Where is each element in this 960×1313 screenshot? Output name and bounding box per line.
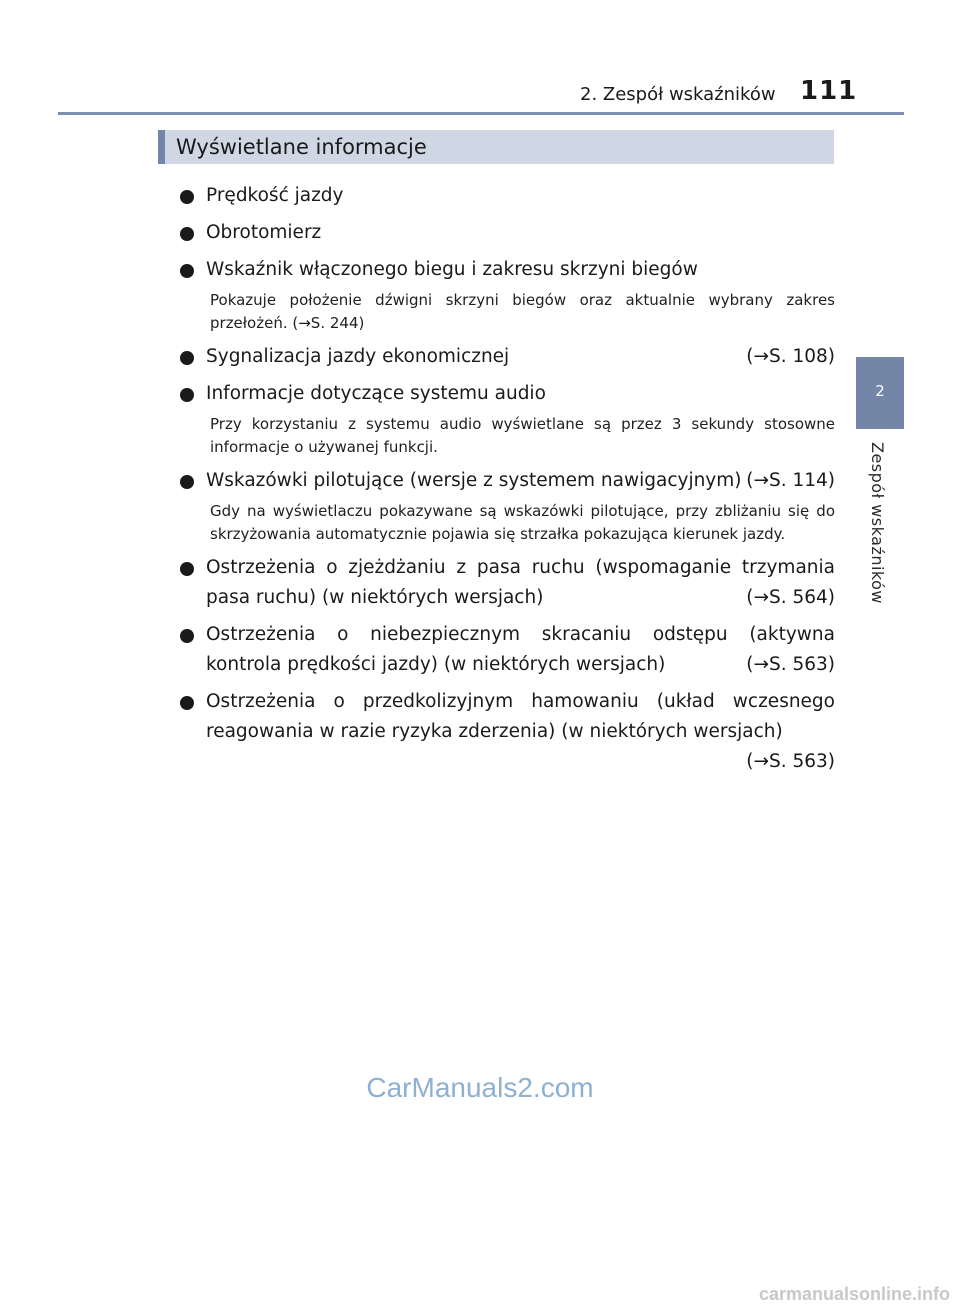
header-rule [58, 112, 904, 115]
bullet-icon [180, 388, 194, 402]
bullet-icon [180, 629, 194, 643]
section-title: Wyświetlane informacje [176, 135, 427, 159]
footer-watermark: carmanualsonline.info [758, 1284, 950, 1304]
list-item-precollision-warning [180, 687, 835, 772]
watermark: CarManuals2.com [366, 1072, 594, 1103]
page-number: 111 [800, 76, 858, 106]
list-item-text: Ostrzeżenia o przedkolizyjnym hamowaniu (układ wczesnego reagowania w razie ryzyka zderzenia) (w niektórych wersjach) [206, 691, 835, 742]
note-audio-info: Przy korzystaniu z systemu audio wyświetlane są przez 3 sekundy stosowne informacje o używanej funkcji. [210, 415, 835, 456]
note-gear-indicator: Pokazuje położenie dźwigni skrzyni biegów oraz aktualnie wybrany zakres przełożeń. (→S. 244) [210, 291, 835, 332]
list-item-text: Prędkość jazdy [206, 185, 344, 206]
page-reference: (→S. 114) [746, 470, 835, 491]
chapter-tab-label: Zespół wskaźników [868, 442, 887, 604]
page-reference: (→S. 563) [746, 751, 835, 772]
bullet-icon [180, 696, 194, 710]
header-chapter-title: 2. Zespół wskaźników [580, 84, 776, 105]
bullet-icon [180, 562, 194, 576]
info-list [180, 174, 835, 777]
bullet-icon [180, 190, 194, 204]
list-item-text: Obrotomierz [206, 222, 322, 243]
list-item-text: Wskazówki pilotujące (wersje z systemem nawigacyjnym) [206, 470, 742, 491]
list-item-eco-indicator [180, 342, 835, 372]
list-item-text: Informacje dotyczące systemu audio [206, 383, 546, 404]
list-item-text: Wskaźnik włączonego biegu i zakresu skrzyni biegów [206, 259, 698, 280]
bullet-icon [180, 475, 194, 489]
list-item-audio-info [180, 379, 835, 409]
list-item-tachometer [180, 218, 835, 248]
bullet-icon [180, 227, 194, 241]
page-reference: (→S. 564) [746, 587, 835, 608]
note-navigation: Gdy na wyświetlaczu pokazywane są wskazówki pilotujące, przy zbliżaniu się do skrzyżowania automatycznie pojawia się strzałka pokazująca kierunek jazdy. [210, 502, 835, 543]
list-item-lane-warning [180, 553, 835, 613]
bullet-icon [180, 351, 194, 365]
list-item-text: Ostrzeżenia o zjeżdżaniu z pasa ruchu (wspomaganie trzymania pasa ruchu) (w niektórych wersjach) [206, 557, 835, 608]
chapter-tab-number: 2 [875, 382, 885, 400]
list-item-distance-warning [180, 620, 835, 680]
list-item-text: Sygnalizacja jazdy ekonomicznej [206, 346, 510, 367]
page-reference: (→S. 108) [746, 346, 835, 367]
list-item-navigation [180, 466, 835, 496]
bullet-icon [180, 264, 194, 278]
page-reference: (→S. 563) [746, 654, 835, 675]
list-item-gear-indicator [180, 255, 835, 285]
list-item-text: Ostrzeżenia o niebezpiecznym skracaniu odstępu (aktywna kontrola prędkości jazdy) (w niektórych wersjach) [206, 624, 835, 675]
list-item-speed [180, 181, 835, 211]
